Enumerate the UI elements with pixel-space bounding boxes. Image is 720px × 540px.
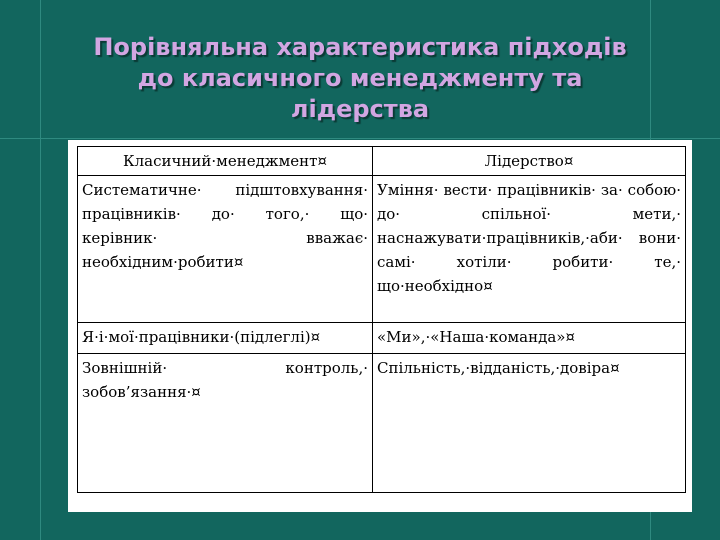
header-leadership: Лідерство¤ — [373, 147, 686, 176]
table-cell: Спільність,·відданість,·довіра¤ — [373, 354, 686, 493]
header-classic-management: Класичний·менеджмент¤ — [78, 147, 373, 176]
table-row — [78, 323, 686, 354]
table-cell: Уміння· вести· працівників· за· собою· до· спільної· мети,· наснажувати·працівників,·аби· вони· самі· хотіли· робити· те,· що·необхідно¤ — [373, 176, 686, 323]
comparison-table-panel — [68, 140, 692, 512]
slide-title — [20, 32, 700, 125]
table-cell: Зовнішній· контроль,· зобов’язання·¤ — [78, 354, 373, 493]
table-cell: Я·і·мої·працівники·(підлеглі)¤ — [78, 323, 373, 354]
slide-title-line-3: лідерства — [290, 95, 430, 123]
table-row — [78, 354, 686, 493]
table-header-row — [78, 147, 686, 176]
comparison-table — [77, 146, 686, 493]
slide-title-line-1: Порівняльна характеристика підходів — [93, 33, 627, 61]
table-cell: «Ми»,·«Наша·команда»¤ — [373, 323, 686, 354]
slide-title-line-2: до класичного менеджменту та — [137, 64, 583, 92]
decor-horizontal-line — [0, 138, 720, 139]
table-cell: Систематичне· підштовхування· працівників· до· того,· що· керівник· вважає· необхідним·робити¤ — [78, 176, 373, 323]
table-row — [78, 176, 686, 323]
